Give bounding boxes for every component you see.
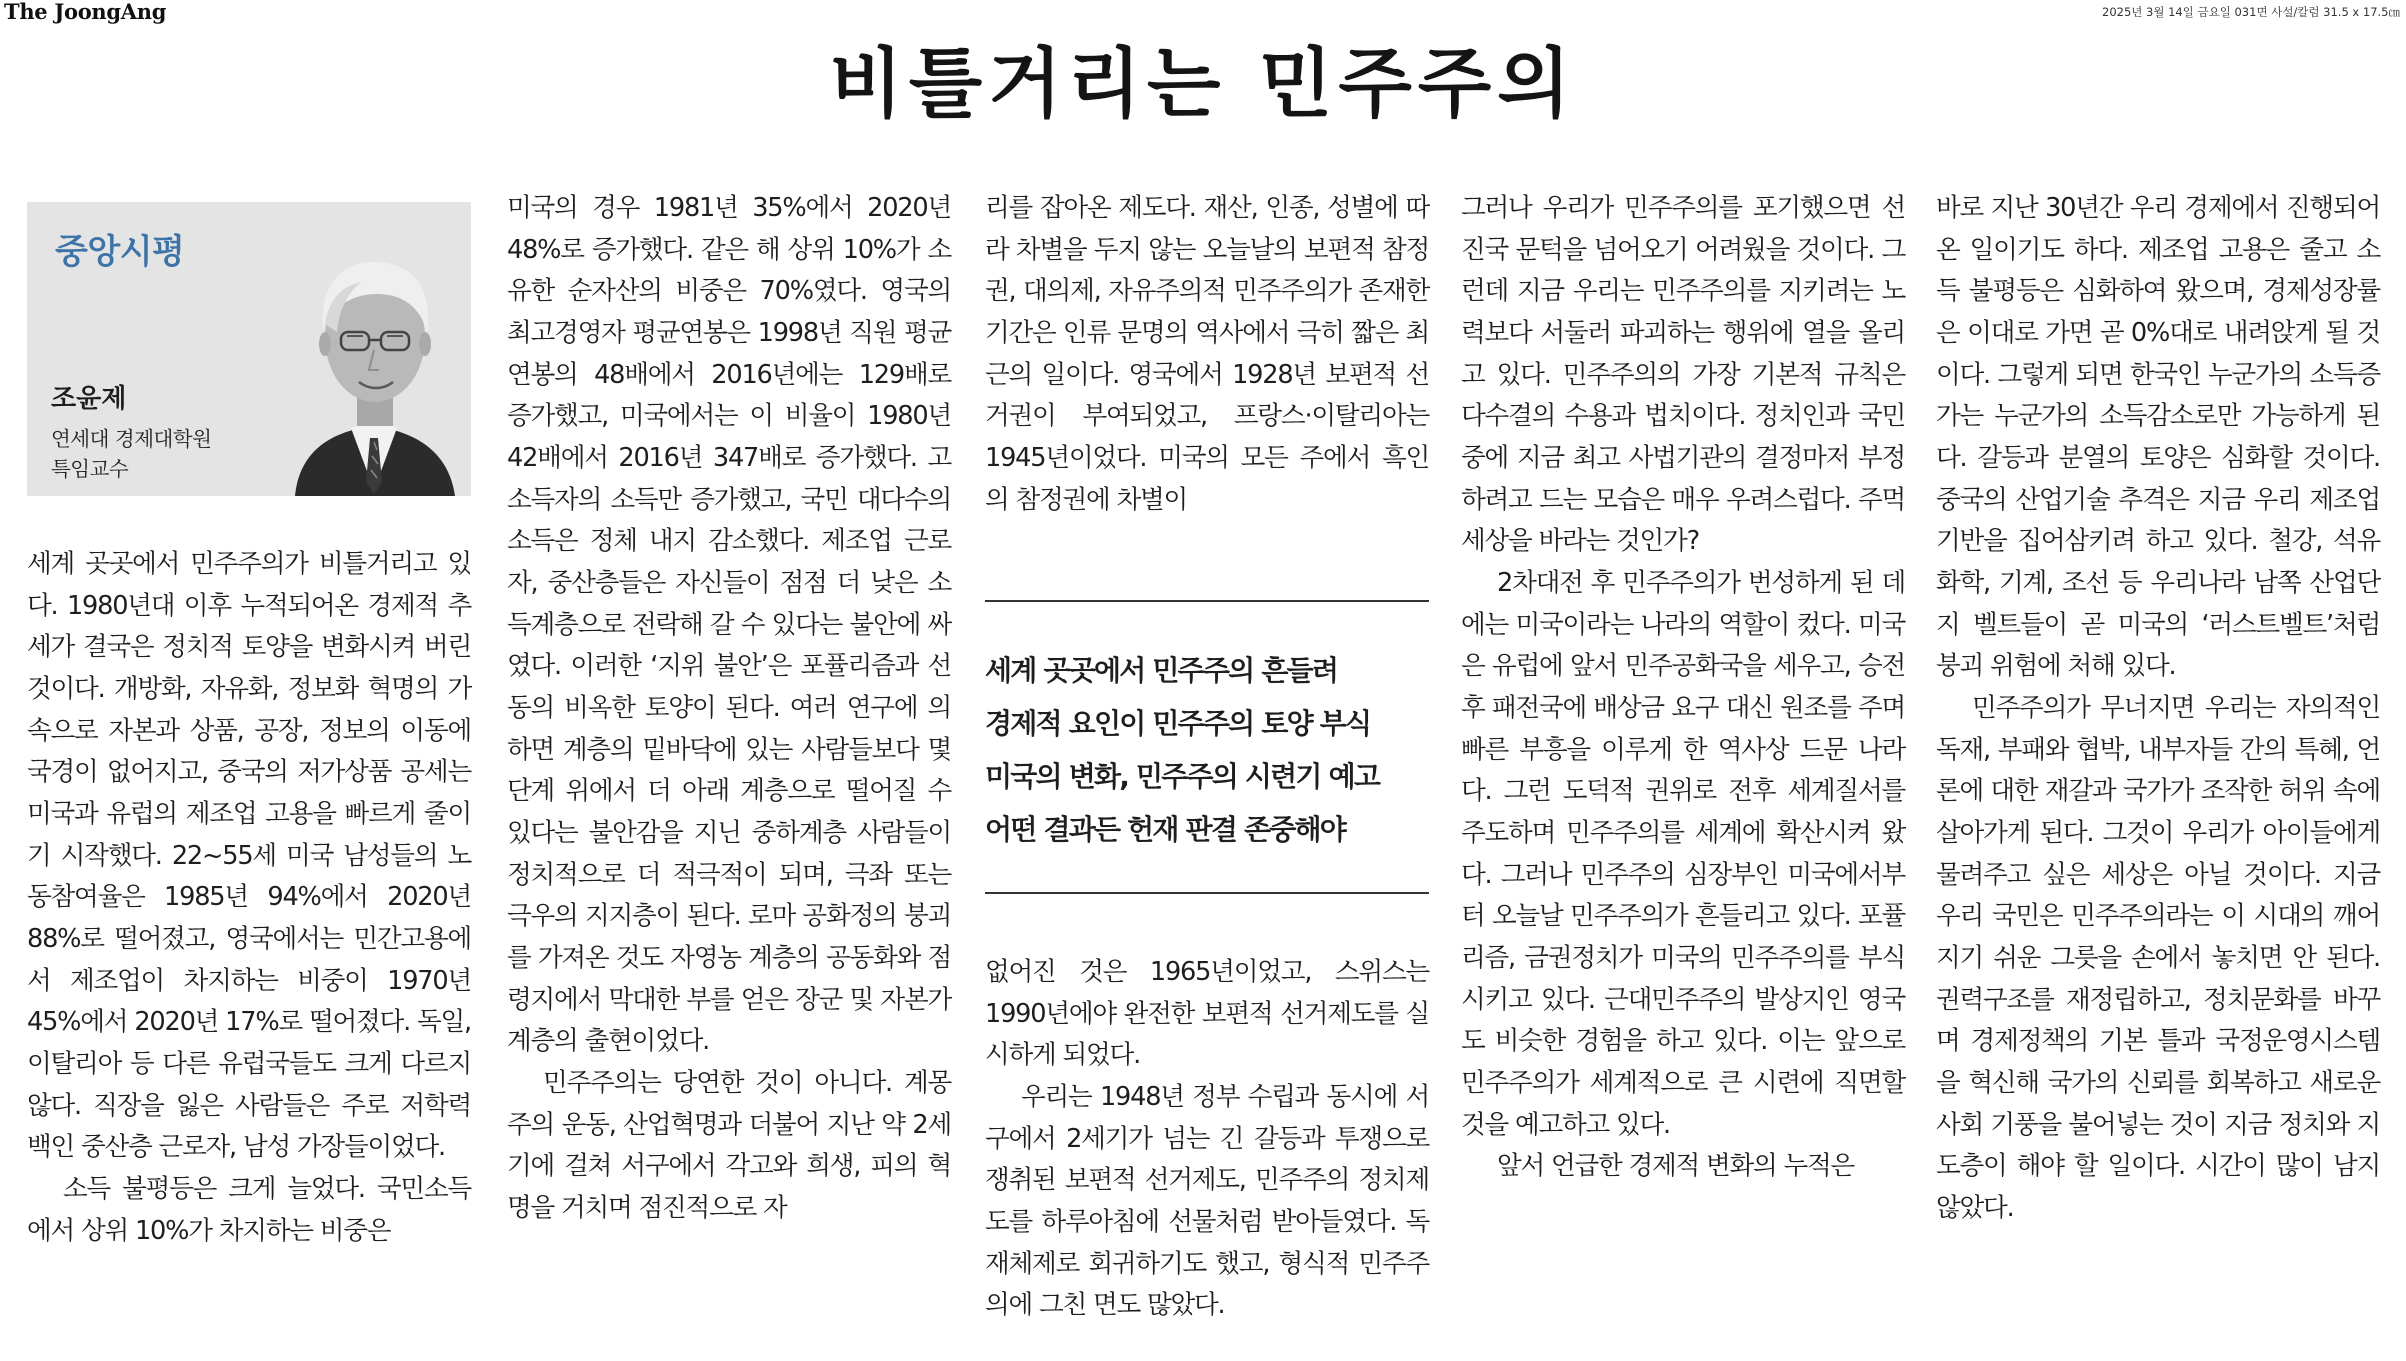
article-column-5	[1936, 188, 2380, 1230]
article-paragraph: 바로 지난 30년간 우리 경제에서 진행되어 온 일이기도 하다. 제조업 고용은 줄고 소득 불평등은 심화하여 왔으며, 경제성장률은 이대로 가면 곧 0%대로 내려앉게 될 것이다. 그렇게 되면 한국인 누군가의 소득증가는 누군가의 소득감소로만 가능하게 된다. 갈등과 분열의 토양은 심화할 것이다. 중국의 산업기술 추격은 지금 우리 제조업 기반을 집어삼키려 하고 있다. 철강, 석유화학, 기계, 조선 등 우리나라 남쪽 산업단지 벨트들이 곧 미국의 ‘러스트벨트’처럼 붕괴 위험에 처해 있다.	[1936, 193, 2380, 682]
pull-quote-line: 어떤 결과든 헌재 판결 존중해야	[985, 813, 1346, 846]
article-paragraph: 세계 곳곳에서 민주주의가 비틀거리고 있다. 1980년대 이후 누적되어온 경제적 추세가 결국은 정치적 토양을 변화시켜 버린 것이다. 개방화, 자유화, 정보화 혁명의 가속으로 자본과 상품, 공장, 정보의 이동에 국경이 없어지고, 중국의 저가상품 공세는 미국과 유럽의 제조업 고용을 빠르게 줄이기 시작했다. 22~55세 미국 남성들의 노동참여율은 1985년 94%에서 2020년 88%로 떨어졌고, 영국에서는 민간고용에서 제조업이 차지하는 비중이 1970년 45%에서 2020년 17%로 떨어졌다. 독일, 이탈리아 등 다른 유럽국들도 크게 다르지 않다. 직장을 잃은 사람들은 주로 저학력 백인 중산층 근로자, 남성 가장들이었다.	[27, 549, 471, 1163]
article-column-2	[507, 188, 951, 1230]
article-column-3-top	[985, 188, 1429, 521]
pull-quote-lines	[985, 644, 1429, 856]
pull-quote-rule-top	[985, 600, 1429, 602]
pull-quote-line: 미국의 변화, 민주주의 시련기 예고	[985, 760, 1380, 793]
pull-quote-rule-bottom	[985, 892, 1429, 894]
article-paragraph: 우리는 1948년 정부 수립과 동시에 서구에서 2세기가 넘는 긴 갈등과 투쟁으로 쟁취된 보편적 선거제도, 민주주의 정치제도를 하루아침에 선물처럼 받아들였다. 독재체제로 회귀하기도 했고, 형식적 민주주의에 그친 면도 많았다.	[985, 1082, 1429, 1321]
author-name: 조윤제	[51, 384, 127, 414]
page-title: 비틀거리는 민주주의	[829, 39, 1577, 128]
author-portrait	[277, 232, 471, 496]
pull-quote-line: 세계 곳곳에서 민주주의 흔들려	[985, 654, 1338, 687]
author-affiliation	[51, 424, 211, 484]
masthead	[0, 0, 2406, 30]
byline-box	[27, 202, 471, 496]
column-section-label: 중앙시평	[55, 232, 185, 272]
article-paragraph: 없어진 것은 1965년이었고, 스위스는 1990년에야 완전한 보편적 선거제도를 실시하게 되었다.	[985, 957, 1429, 1071]
pull-quote-line: 경제적 요인이 민주주의 토양 부식	[985, 707, 1371, 740]
article-paragraph: 앞서 언급한 경제적 변화의 누적은	[1497, 1151, 1855, 1182]
article-column-1	[27, 544, 471, 1252]
article-column-4	[1461, 188, 1905, 1188]
article-paragraph: 그러나 우리가 민주주의를 포기했으면 선진국 문턱을 넘어오기 어려웠을 것이다. 그런데 지금 우리는 민주주의를 지키려는 노력보다 서둘러 파괴하는 행위에 열을 올리고 있다. 민주주의의 가장 기본적 규칙은 다수결의 수용과 법치이다. 정치인과 국민 중에 지금 최고 사법기관의 결정마저 부정하려고 드는 모습은 매우 우려스럽다. 주먹세상을 바라는 것인가?	[1461, 193, 1905, 557]
pull-quote	[985, 600, 1429, 894]
issue-meta: 2025년 3월 14일 금요일 031면 사설/칼럼 31.5 x 17.5㎝	[2102, 5, 2400, 19]
article-paragraph: 민주주의가 무너지면 우리는 자의적인 독재, 부패와 협박, 내부자들 간의 특혜, 언론에 대한 재갈과 국가가 조작한 허위 속에 살아가게 된다. 그것이 우리가 아이들에게 물려주고 싶은 세상은 아닐 것이다. 지금 우리 국민은 민주주의라는 이 시대의 깨어지기 쉬운 그릇을 손에서 놓치면 안 된다. 권력구조를 재정립하고, 정치문화를 바꾸며 경제정책의 기본 틀과 국정운영시스템을 혁신해 국가의 신뢰를 회복하고 새로운 사회 기풍을 불어넣는 것이 지금 정치와 지도층이 해야 할 일이다. 시간이 많이 남지 않았다.	[1936, 693, 2380, 1224]
article-paragraph: 민주주의는 당연한 것이 아니다. 계몽주의 운동, 산업혁명과 더불어 지난 약 2세기에 걸쳐 서구에서 각고와 희생, 피의 혁명을 거치며 점진적으로 자	[507, 1068, 951, 1224]
article-paragraph: 리를 잡아온 제도다. 재산, 인종, 성별에 따라 차별을 두지 않는 오늘날의 보편적 참정권, 대의제, 자유주의적 민주주의가 존재한 기간은 인류 문명의 역사에서 극히 짧은 최근의 일이다. 영국에서 1928년 보편적 선거권이 부여되었고, 프랑스·이탈리아는 1945년이었다. 미국의 모든 주에서 흑인의 참정권에 차별이	[985, 193, 1429, 515]
affiliation-line: 연세대 경제대학원	[51, 427, 212, 451]
article-paragraph: 2차대전 후 민주주의가 번성하게 된 데에는 미국이라는 나라의 역할이 컸다. 미국은 유럽에 앞서 민주공화국을 세우고, 승전 후 패전국에 배상금 요구 대신 원조를 주며 빠른 부흥을 이루게 한 역사상 드문 나라다. 그런 도덕적 권위로 전후 세계질서를 주도하며 민주주의를 세계에 확산시켜 왔다. 그러나 민주주의 심장부인 미국에서부터 오늘날 민주주의가 흔들리고 있다. 포퓰리즘, 금권정치가 미국의 민주주의를 부식시키고 있다. 근대민주주의 발상지인 영국도 비슷한 경험을 하고 있다. 이는 앞으로 민주주의가 세계적으로 큰 시련에 직면할 것을 예고하고 있다.	[1461, 568, 1905, 1140]
affiliation-line: 특임교수	[51, 457, 129, 481]
article-paragraph: 소득 불평등은 크게 늘었다. 국민소득에서 상위 10%가 차지하는 비중은	[27, 1174, 471, 1246]
newspaper-logo: The JoongAng	[4, 0, 167, 24]
article-column-3-bottom	[985, 952, 1429, 1327]
article-paragraph: 미국의 경우 1981년 35%에서 2020년 48%로 증가했다. 같은 해 상위 10%가 소유한 순자산의 비중은 70%였다. 영국의 최고경영자 평균연봉은 1998년 직원 평균연봉의 48배에서 2016년에는 129배로 증가했고, 미국에서는 이 비율이 1980년 42배에서 2016년 347배로 증가했다. 고소득자의 소득만 증가했고, 국민 대다수의 소득은 정체 내지 감소했다. 제조업 근로자, 중산층들은 자신들이 점점 더 낮은 소득계층으로 전락해 갈 수 있다는 불안에 싸였다. 이러한 ‘지위 불안’은 포퓰리즘과 선동의 비옥한 토양이 된다. 여러 연구에 의하면 계층의 밑바닥에 있는 사람들보다 몇 단계 위에서 더 아래 계층으로 떨어질 수 있다는 불안감을 지닌 중하계층 사람들이 정치적으로 더 적극적이 되며, 극좌 또는 극우의 지지층이 된다. 로마 공화정의 붕괴를 가져온 것도 자영농 계층의 공동화와 점령지에서 막대한 부를 얻은 장군 및 자본가 계층의 출현이었다.	[507, 193, 951, 1057]
